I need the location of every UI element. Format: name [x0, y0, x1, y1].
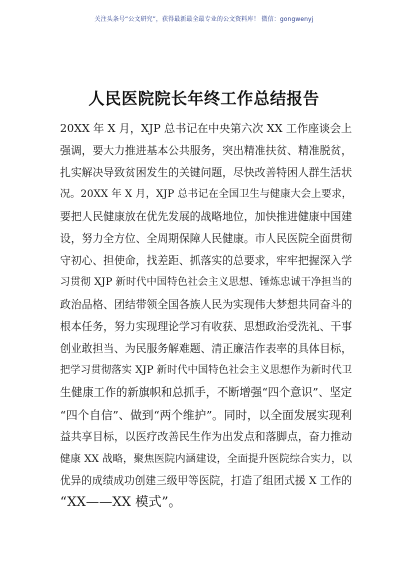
body-line: 创业敢担当、为民服务解难题、清正廉洁作表率的具体目标，	[60, 342, 352, 355]
body-line: 20XX 年 X 月，XJP 总书记在中央第六次 XX 工作座谈会上	[60, 122, 352, 135]
header-note: 关注头条号“公文研究”，获得最新最全最专业的公文资料库！ 微信：gongwenyj	[94, 16, 314, 23]
body-line: 优异的成绩成功创建三级甲等医院，打造了组团式援 X 工作的	[60, 475, 352, 487]
body-line: 况。20XX 年 X 月，XJP 总书记在全国卫生与健康大会上要求，	[60, 189, 352, 200]
body-line: 生健康工作的新旗帜和总抓手，不断增强“四个意识”、坚定	[60, 386, 352, 399]
body-line: 设，努力全方位、全周期保障人民健康。市人民医院全面贯彻	[60, 232, 352, 245]
body-line: 习贯彻 XJP 新时代中国特色社会主义思想、锤炼忠诚干净担当的	[60, 277, 352, 288]
body-line: 强调，要大力推进基本公共服务，突出精准扶贫、精准脱贫，	[60, 144, 352, 157]
body-line: “四个自信”、做到“两个维护”。同时，以全面发展实现利	[60, 408, 352, 422]
body-line: 要把人民健康放在优先发展的战略地位，加快推进健康中国建	[60, 210, 352, 223]
document-title: 人民医院院长年终工作总结报告	[88, 89, 320, 108]
body-line: 健康 XX 战略，聚焦医院内涵建设，全面提升医院综合实力，以	[60, 453, 352, 465]
body-line: 政治品格、团结带领全国各族人民为实现伟大梦想共同奋斗的	[60, 298, 352, 311]
body-line: 益共享目标，以医疗改善民生作为出发点和落脚点，奋力推动	[60, 430, 352, 443]
body-line: 扎实解决导致贫困发生的关键问题，尽快改善特困人群生活状	[60, 166, 352, 179]
body-line: 把学习贯彻落实 XJP 新时代中国特色社会主义思想作为新时代卫	[60, 365, 352, 376]
document-body	[60, 118, 352, 514]
body-line: 守初心、担使命，找差距、抓落实的总要求，牢牢把握深入学	[60, 254, 352, 267]
body-line: 根本任务，努力实现理论学习有收获、思想政治受洗礼、干事	[60, 320, 352, 333]
body-line: “XX——XX 模式”。	[60, 495, 182, 510]
